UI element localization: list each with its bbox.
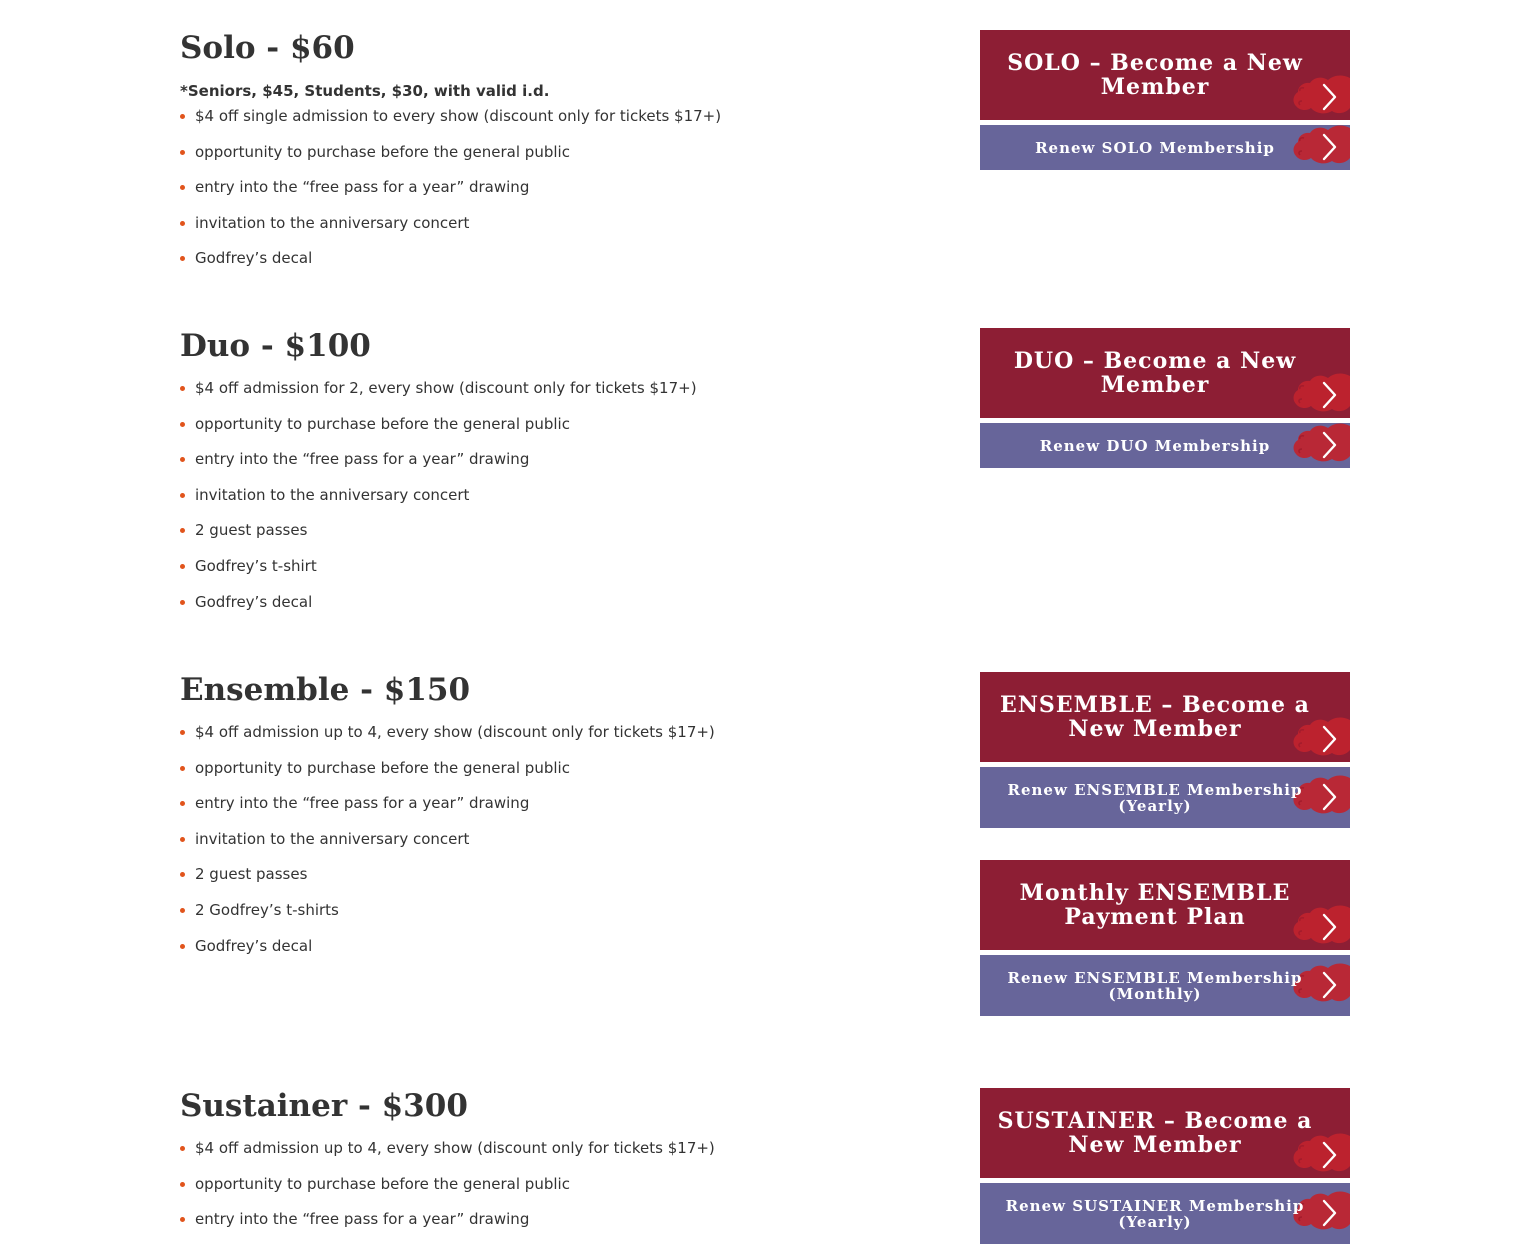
chevron-right-icon [1318,1198,1340,1228]
solo-become-a-new-member-button[interactable] [980,30,1350,120]
benefit-text: opportunity to purchase before the general public [195,142,570,161]
bullet-dot-icon [180,837,185,842]
button-label: DUO – Become a New Member [1013,348,1297,398]
button-label: Renew ENSEMBLE Membership (Monthly) [1007,968,1303,1003]
renew-duo-membership-button[interactable] [980,423,1350,468]
benefit-text: 2 Godfrey’s t-shirts [195,900,339,919]
benefit-item [180,414,697,450]
tier-title: Sustainer - $300 [180,1088,468,1124]
benefit-text: $4 off admission up to 4, every show (discount only for tickets $17+) [195,723,715,741]
benefit-text: invitation to the anniversary concert [195,213,470,232]
bullet-dot-icon [180,908,185,913]
benefit-item [180,1174,715,1210]
bullet-dot-icon [180,114,185,119]
benefit-item [180,520,697,556]
chevron-right-icon [1318,724,1340,754]
bullet-dot-icon [180,730,185,735]
bullet-dot-icon [180,528,185,533]
benefit-item [180,485,697,521]
benefit-item [180,758,715,794]
benefit-text: opportunity to purchase before the general public [195,1174,570,1193]
benefit-item [180,864,715,900]
benefit-text: $4 off admission for 2, every show (discount only for tickets $17+) [195,379,697,397]
tier-title: Duo - $100 [180,328,371,364]
benefit-text: entry into the “free pass for a year” drawing [195,178,530,197]
benefit-item [180,793,715,829]
benefits-list [180,722,715,971]
renew-ensemble-membership-yearly-button[interactable] [980,767,1350,828]
renew-sustainer-membership-yearly-button[interactable] [980,1183,1350,1244]
button-label: Monthly ENSEMBLE Payment Plan [1019,880,1291,930]
benefit-item [180,106,721,142]
benefit-item [180,177,721,213]
benefit-text: Godfrey’s t-shirt [195,556,317,575]
benefit-text: opportunity to purchase before the general public [195,758,570,777]
benefit-item [180,556,697,592]
benefit-text: $4 off admission up to 4, every show (discount only for tickets $17+) [195,1139,715,1157]
button-label: Renew SOLO Membership [1035,138,1275,157]
chevron-right-icon [1318,132,1340,162]
benefit-text: invitation to the anniversary concert [195,485,470,504]
benefit-text: 2 guest passes [195,521,308,540]
benefit-text: Godfrey’s decal [195,936,313,955]
chevron-right-icon [1318,380,1340,410]
benefit-text: invitation to the anniversary concert [195,829,470,848]
button-label: ENSEMBLE – Become a New Member [1000,692,1310,742]
renew-solo-membership-button[interactable] [980,125,1350,170]
tier-solo [180,30,1350,268]
ensemble-become-a-new-member-button[interactable] [980,672,1350,762]
benefit-text: Godfrey’s decal [195,249,313,268]
benefits-list [180,1138,715,1245]
benefit-text: Godfrey’s decal [195,592,313,611]
bullet-dot-icon [180,1146,185,1151]
bullet-dot-icon [180,256,185,261]
chevron-right-icon [1318,430,1340,460]
benefit-item [180,248,721,284]
button-label: SOLO – Become a New Member [1007,50,1303,100]
duo-become-a-new-member-button[interactable] [980,328,1350,418]
tier-sustainer [180,1088,1350,1231]
benefit-text: entry into the “free pass for a year” drawing [195,794,530,813]
bullet-dot-icon [180,801,185,806]
benefit-item [180,829,715,865]
benefits-list [180,106,721,284]
bullet-dot-icon [180,1182,185,1187]
tier-ensemble [180,672,1350,1003]
benefit-item [180,1138,715,1174]
tier-duo [180,328,1350,611]
bullet-dot-icon [180,422,185,427]
button-label: Renew SUSTAINER Membership (Yearly) [1005,1196,1305,1231]
bullet-dot-icon [180,600,185,605]
benefit-item [180,900,715,936]
discount-note: *Seniors, $45, Students, $30, with valid i.d. [180,82,550,100]
benefit-item [180,936,715,972]
renew-ensemble-membership-monthly-button[interactable] [980,955,1350,1016]
benefit-text: entry into the “free pass for a year” drawing [195,1210,530,1229]
button-label: Renew DUO Membership [1039,436,1271,455]
bullet-dot-icon [180,1217,185,1222]
bullet-dot-icon [180,221,185,226]
bullet-dot-icon [180,457,185,462]
benefit-item [180,378,697,414]
tier-title: Ensemble - $150 [180,672,471,708]
tier-title: Solo - $60 [180,30,355,66]
bullet-dot-icon [180,150,185,155]
chevron-right-icon [1318,912,1340,942]
button-label: Renew ENSEMBLE Membership (Yearly) [1007,780,1303,815]
benefit-item [180,1209,715,1245]
benefits-list [180,378,697,627]
chevron-right-icon [1318,82,1340,112]
benefit-item [180,449,697,485]
bullet-dot-icon [180,185,185,190]
bullet-dot-icon [180,766,185,771]
bullet-dot-icon [180,564,185,569]
bullet-dot-icon [180,493,185,498]
benefit-item [180,142,721,178]
bullet-dot-icon [180,872,185,877]
benefit-item [180,213,721,249]
benefit-text: $4 off single admission to every show (discount only for tickets $17+) [195,107,722,125]
monthly-ensemble-payment-plan-button[interactable] [980,860,1350,950]
benefit-item [180,722,715,758]
chevron-right-icon [1318,782,1340,812]
button-label: SUSTAINER – Become a New Member [997,1108,1313,1158]
chevron-right-icon [1318,1140,1340,1170]
bullet-dot-icon [180,386,185,391]
chevron-right-icon [1318,970,1340,1000]
benefit-text: 2 guest passes [195,865,308,884]
benefit-text: entry into the “free pass for a year” drawing [195,450,530,469]
sustainer-become-a-new-member-button[interactable] [980,1088,1350,1178]
bullet-dot-icon [180,944,185,949]
benefit-text: opportunity to purchase before the general public [195,414,570,433]
benefit-item [180,592,697,628]
